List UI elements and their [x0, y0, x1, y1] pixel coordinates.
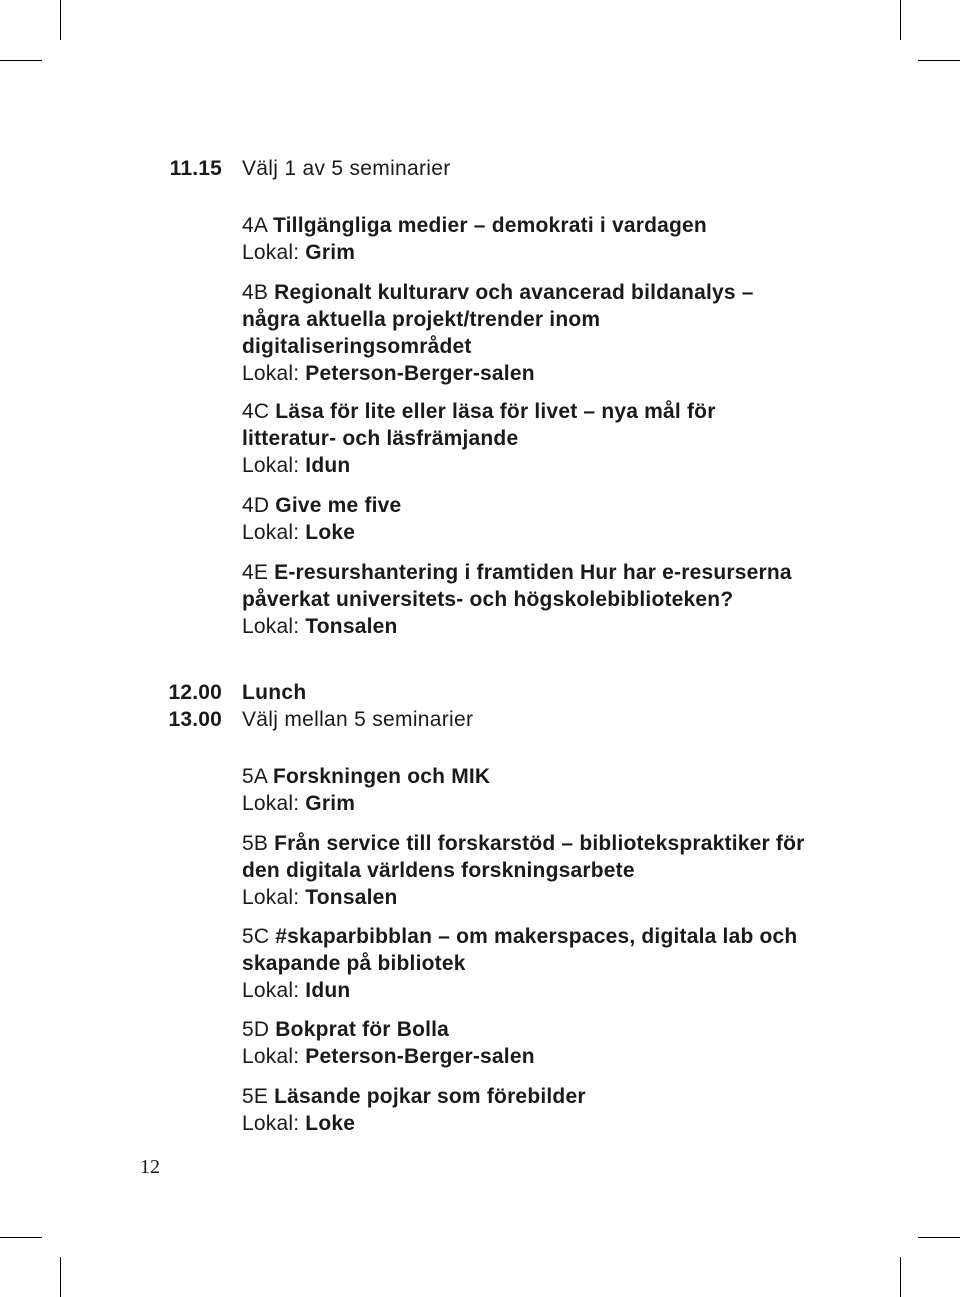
- location-name: Idun: [305, 454, 351, 477]
- seminar-code: 5D: [242, 1018, 270, 1041]
- seminar-5b: [242, 830, 822, 911]
- crop-mark-bottom-left: [60, 1257, 61, 1297]
- crop-mark-top-left: [60, 0, 61, 40]
- seminar-code: 5E: [242, 1085, 269, 1108]
- location-label: Lokal:: [242, 1045, 300, 1068]
- seminar-5c: [242, 923, 802, 1004]
- seminar-code: 4E: [242, 561, 269, 584]
- seminar-title: Bokprat för Bolla: [275, 1018, 450, 1041]
- seminar-5d: [242, 1016, 862, 1070]
- seminar-code: 5A: [242, 765, 267, 788]
- seminar-code: 5B: [242, 832, 269, 855]
- seminar-title: Från service till forskarstöd – bibliotekspraktiker för den digitala världens forskningsarbete: [242, 832, 805, 882]
- seminar-4e: [242, 559, 842, 640]
- session-heading: Välj mellan 5 seminarier: [242, 708, 474, 731]
- crop-mark-bottom-right-h: [918, 1237, 960, 1238]
- location-name: Loke: [305, 521, 356, 544]
- location-name: Peterson-Berger-salen: [305, 1045, 535, 1068]
- seminar-4c: [242, 398, 752, 479]
- location-label: Lokal:: [242, 241, 300, 264]
- seminar-code: 5C: [242, 925, 270, 948]
- seminar-title: Läsa för lite eller läsa för livet – nya mål för litteratur- och läsfrämjande: [242, 400, 716, 450]
- seminar-code: 4D: [242, 494, 270, 517]
- crop-mark-top-right: [900, 0, 901, 40]
- location-label: Lokal:: [242, 886, 300, 909]
- location-name: Tonsalen: [305, 615, 398, 638]
- location-name: Tonsalen: [305, 886, 398, 909]
- page-number: 12: [140, 1156, 160, 1178]
- location-name: Grim: [305, 241, 356, 264]
- seminar-code: 4B: [242, 281, 269, 304]
- location-label: Lokal:: [242, 454, 300, 477]
- seminar-5e: [242, 1083, 862, 1137]
- session-heading: Välj 1 av 5 seminarier: [242, 157, 451, 180]
- crop-mark-top-right-h: [918, 60, 960, 61]
- seminar-4b: [242, 279, 782, 387]
- seminar-code: 4A: [242, 214, 267, 237]
- seminar-title: Tillgängliga medier – demokrati i vardagen: [272, 214, 707, 237]
- seminar-4d: [242, 492, 862, 546]
- seminar-4a: [242, 212, 862, 266]
- location-label: Lokal:: [242, 792, 300, 815]
- seminar-title: E-resurshantering i framtiden Hur har e-resurserna påverkat universitets- och högskolebiblioteken?: [242, 561, 792, 611]
- seminar-code: 4C: [242, 400, 270, 423]
- session-heading: Lunch: [242, 681, 307, 704]
- location-label: Lokal:: [242, 521, 300, 544]
- location-label: Lokal:: [242, 979, 300, 1002]
- location-name: Idun: [305, 979, 351, 1002]
- crop-mark-top-left-h: [0, 60, 42, 61]
- seminar-title: #skaparbibblan – om makerspaces, digitala lab och skapande på bibliotek: [242, 925, 798, 975]
- location-name: Grim: [305, 792, 356, 815]
- session-time: 12.00: [168, 681, 222, 704]
- location-label: Lokal:: [242, 615, 300, 638]
- location-name: Peterson-Berger-salen: [305, 362, 535, 385]
- session-time: 13.00: [168, 708, 222, 731]
- crop-mark-bottom-right: [900, 1257, 901, 1297]
- seminar-title: Forskningen och MIK: [272, 765, 491, 788]
- seminar-title: Regionalt kulturarv och avancerad bildanalys – några aktuella projekt/trender inom digitaliseringsområdet: [242, 281, 754, 358]
- location-name: Loke: [305, 1112, 356, 1135]
- session-time: 11.15: [169, 157, 222, 180]
- crop-mark-bottom-left-h: [0, 1237, 42, 1238]
- seminar-title: Läsande pojkar som förebilder: [274, 1085, 586, 1108]
- location-label: Lokal:: [242, 1112, 300, 1135]
- seminar-5a: [242, 763, 862, 817]
- seminar-title: Give me five: [275, 494, 402, 517]
- location-label: Lokal:: [242, 362, 300, 385]
